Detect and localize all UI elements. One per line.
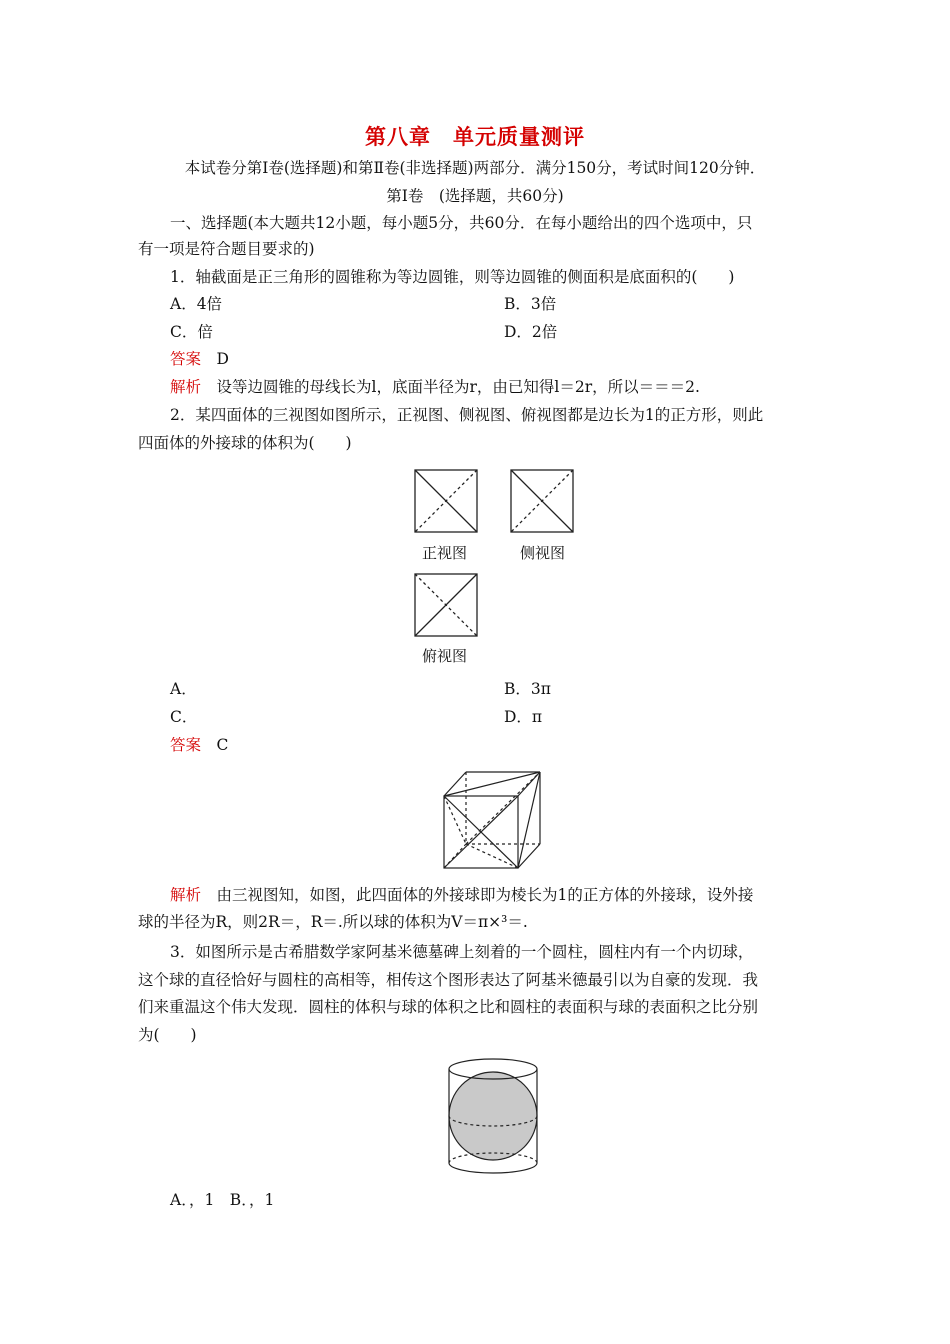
q1-analysis-text: 设等边圆锥的母线长为l，底面半径为r，由已知得l＝2r，所以＝＝＝2. (216, 378, 700, 396)
q2-option-a: A． (170, 680, 197, 698)
q3-stem-line2: 这个球的直径恰好与圆柱的高相等，相传这个图形表达了阿基米德最引以为自豪的发现．我 (138, 971, 759, 989)
q1-option-c: C．倍 (170, 323, 213, 341)
three-view-drawing (402, 462, 582, 672)
q1-answer (170, 349, 229, 369)
q2-stem-line1: 2．某四面体的三视图如图所示，正视图、侧视图、俯视图都是边长为1的正方形，则此 (170, 406, 764, 424)
q1-option-b: B．3倍 (504, 295, 557, 313)
cube-top-left-edge (444, 772, 466, 796)
q1-stem: 1．轴截面是正三角形的圆锥称为等边圆锥，则等边圆锥的侧面积是底面积的( ) (170, 268, 735, 286)
front-view-label: 正视图 (422, 544, 468, 562)
q2-analysis-line2: 球的半径为R，则2R＝，R＝.所以球的体积为V＝π×³＝. (138, 913, 528, 931)
three-view-figure (402, 462, 582, 672)
q1-answer-label: 答案 (170, 350, 202, 368)
cylinder-sphere-drawing (438, 1052, 548, 1180)
q1-option-d: D．2倍 (504, 323, 558, 341)
tetra-edge-1 (444, 772, 540, 796)
q2-analysis-text1: 由三视图知，如图，此四面体的外接球即为棱长为1的正方体的外接球，设外接 (216, 886, 754, 904)
q2-stem-line2: 四面体的外接球的体积为( ) (138, 434, 352, 452)
q2-option-d: D．π (504, 708, 543, 726)
part1-heading: 第Ⅰ卷 (选择题，共60分) (386, 187, 564, 205)
tetra-hidden-edge-3 (466, 844, 518, 868)
q1-option-a: A．4倍 (170, 295, 223, 313)
q2-analysis-label: 解析 (170, 886, 202, 904)
section1-instruction-line2: 有一项是符合题目要求的) (138, 240, 315, 258)
q3-stem-line3: 们来重温这个伟大发现．圆柱的体积与球的体积之比和圆柱的表面积与球的表面积之比分别 (138, 998, 759, 1016)
side-view-label: 侧视图 (520, 544, 566, 562)
q2-option-b: B．3π (504, 680, 551, 698)
cylinder-sphere-figure (438, 1052, 548, 1180)
q1-analysis (170, 377, 700, 397)
q3-options: A．，1 B．，1 (170, 1191, 275, 1209)
top-view-label: 俯视图 (422, 647, 468, 665)
q3-stem-line1: 3．如图所示是古希腊数学家阿基米德墓碑上刻着的一个圆柱，圆柱内有一个内切球， (170, 943, 754, 961)
q2-analysis-line1 (170, 885, 753, 905)
q2-answer-value: C (216, 736, 229, 754)
tetra-hidden-edge-1 (444, 796, 466, 844)
q1-answer-value: D (216, 350, 229, 368)
q3-stem-line4: 为( ) (138, 1026, 197, 1044)
q2-option-c: C． (170, 708, 198, 726)
q2-answer (170, 735, 228, 755)
tetra-edge-3 (518, 772, 540, 868)
section1-instruction-line1: 一、选择题(本大题共12小题，每小题5分，共60分．在每小题给出的四个选项中，只 (170, 214, 753, 232)
inscribed-sphere (449, 1072, 537, 1160)
cube-figure (436, 764, 556, 872)
cylinder-bottom-front-arc (449, 1163, 537, 1173)
exam-intro: 本试卷分第Ⅰ卷(选择题)和第Ⅱ卷(非选择题)两部分．满分150分，考试时间120分钟． (184, 159, 766, 177)
q1-analysis-label: 解析 (170, 378, 202, 396)
page-title: 第八章 单元质量测评 (365, 124, 585, 149)
tetra-hidden-edge-2 (466, 772, 540, 844)
q2-answer-label: 答案 (170, 736, 202, 754)
cube-drawing (436, 764, 556, 872)
